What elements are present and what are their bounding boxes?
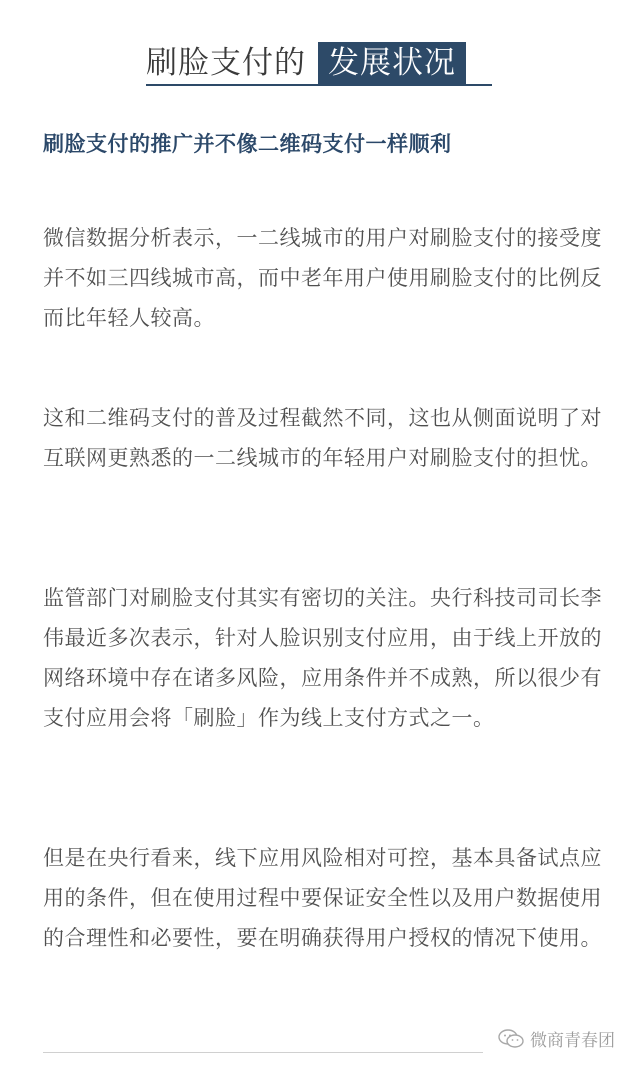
paragraph-4: 但是在央行看来，线下应用风险相对可控，基本具备试点应用的条件，但在使用过程中要保证安全性以及用户数据使用的合理性和必要性，要在明确获得用户授权的情况下使用。 (43, 846, 602, 950)
bottom-divider (43, 1052, 483, 1053)
section-title (146, 42, 466, 84)
section-title-highlight: 发展状况 (318, 42, 466, 84)
paragraph-1: 微信数据分析表示，一二线城市的用户对刷脸支付的接受度并不如三四线城市高，而中老年用户使用刷脸支付的比例反而比年轻人较高。 (43, 226, 602, 330)
paragraph-3: 监管部门对刷脸支付其实有密切的关注。央行科技司司长李伟最近多次表示，针对人脸识别支付应用，由于线上开放的网络环境中存在诸多风险，应用条件并不成熟，所以很少有支付应用会将「刷脸」作为线上支付方式之一。 (43, 586, 602, 730)
title-underline (146, 84, 492, 86)
watermark-text: 微商青春团 (530, 1031, 615, 1051)
paragraph-2: 这和二维码支付的普及过程截然不同，这也从侧面说明了对互联网更熟悉的一二线城市的年轻用户对刷脸支付的担忧。 (43, 406, 602, 470)
subtitle: 刷脸支付的推广并不像二维码支付一样顺利 (43, 132, 452, 156)
wechat-icon (498, 1029, 524, 1049)
section-title-plain: 刷脸支付的 (146, 45, 306, 81)
watermark (498, 1026, 615, 1051)
